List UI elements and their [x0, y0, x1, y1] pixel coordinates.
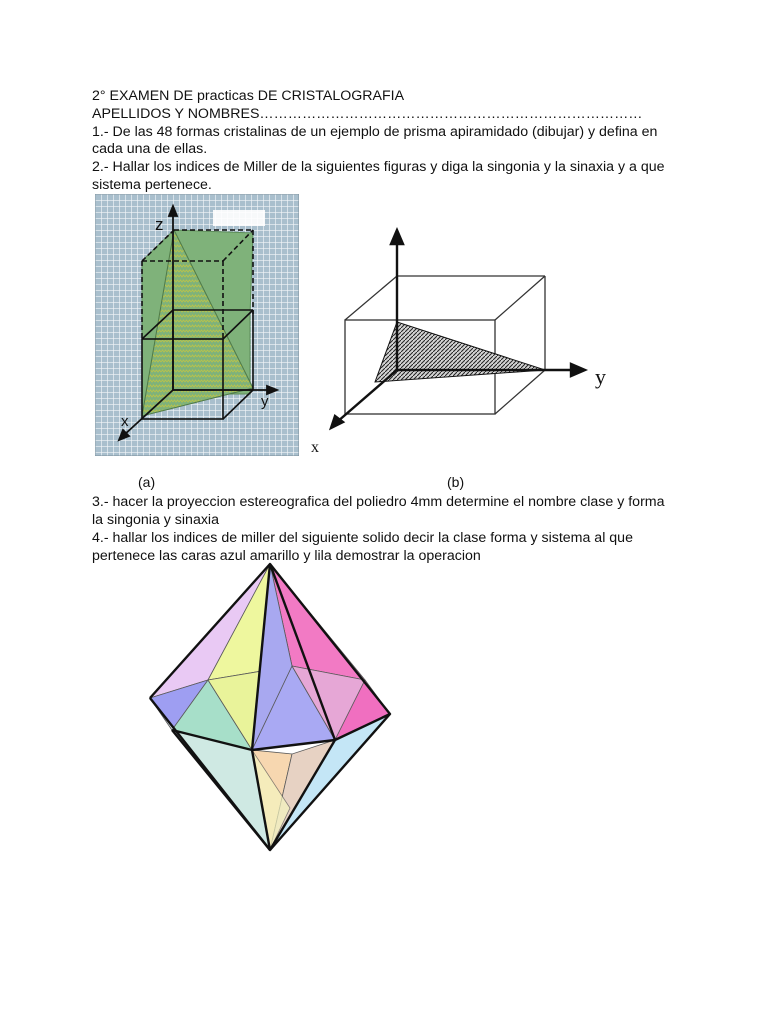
bipyramid-figure — [140, 558, 402, 858]
axis-z-label: z — [155, 215, 164, 234]
exam-title: 2° EXAMEN DE practicas DE CRISTALOGRAFIA — [92, 88, 405, 104]
question-4-line-2: pertenece las caras azul amarillo y lila demostrar la operacion — [92, 548, 481, 564]
question-3-line-2: la singonia y sinaxia — [92, 512, 219, 528]
question-2-line-1: 2.- Hallar los indices de Miller de la siguientes figuras y diga la singonia y la sinaxia y a que — [92, 159, 665, 175]
axis-y-label: y — [261, 393, 269, 410]
question-2-line-2: sistema pertenece. — [92, 177, 212, 193]
question-1-line-2: cada una de ellas. — [92, 141, 208, 157]
figure-b — [305, 224, 625, 456]
axis-x-label: x — [121, 413, 129, 430]
bipyramid-faces — [150, 564, 390, 850]
axis-y-label: y — [595, 364, 606, 389]
figure-b-caption: (b) — [447, 474, 465, 490]
figure-a — [95, 194, 299, 456]
question-1-line-1: 1.- De las 48 formas cristalinas de un ejemplo de prisma apiramidado (dibujar) y defina en — [92, 124, 658, 140]
question-3-line-1: 3.- hacer la proyeccion estereografica del poliedro 4mm determine el nombre clase y forma — [92, 494, 665, 510]
axis-x-label: x — [311, 439, 319, 456]
hatched-triangle — [375, 322, 545, 382]
figure-a-caption: (a) — [138, 474, 156, 490]
name-line: APELLIDOS Y NOMBRES……………………………………………………………………… — [92, 106, 643, 122]
question-4-line-1: 4.- hallar los indices de miller del siguiente solido decir la clase forma y sistema al que — [92, 530, 633, 546]
axes-b — [331, 230, 585, 428]
